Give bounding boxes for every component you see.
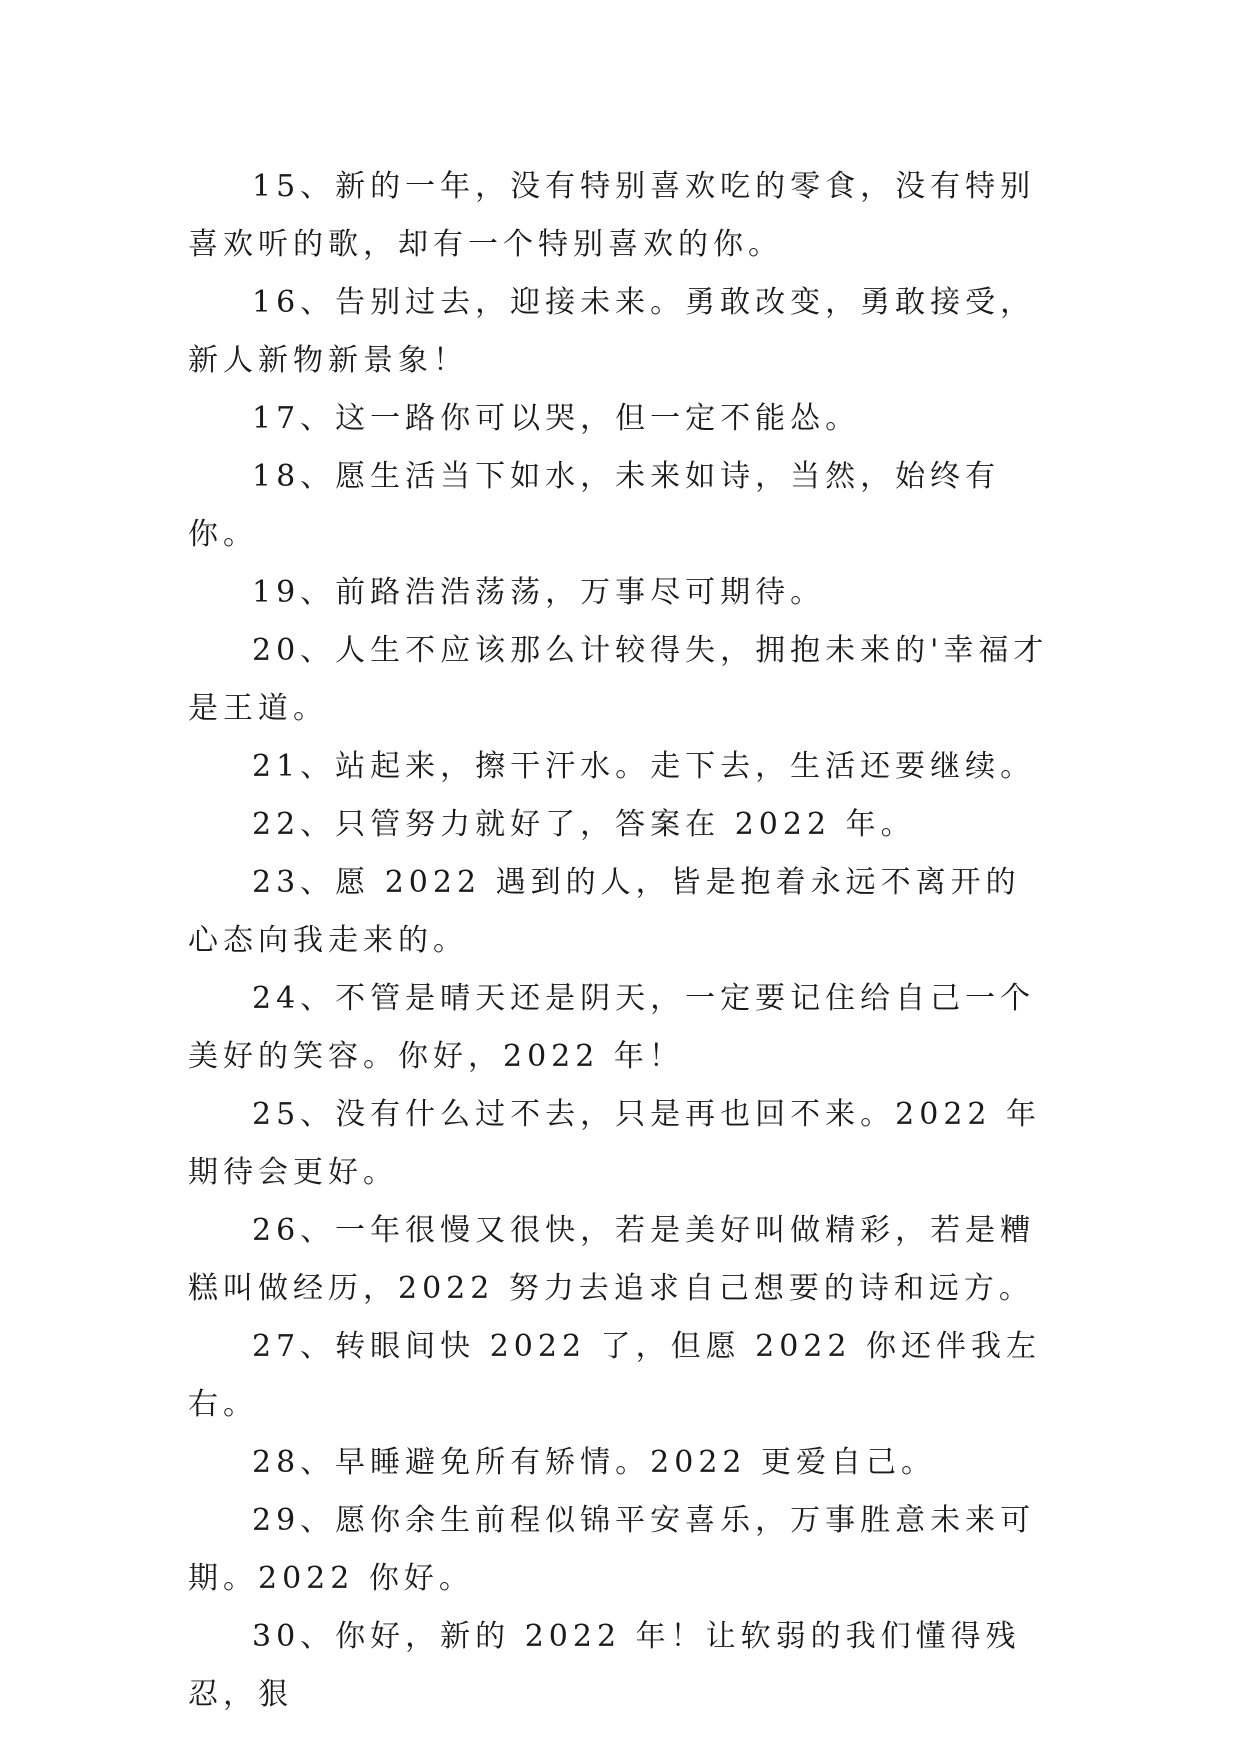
paragraph-23: 23、愿 2022 遇到的人，皆是抱着永远不离开的心态向我走来的。 [188,865,1021,958]
paragraph-27: 27、转眼间快 2022 了，但愿 2022 你还伴我左右。 [188,1329,1042,1422]
paragraph-29: 29、愿你余生前程似锦平安喜乐，万事胜意未来可期。2022 你好。 [188,1503,1036,1596]
document-body [188,158,1053,1724]
paragraph-22: 22、只管努力就好了，答案在 2022 年。 [252,807,916,842]
paragraph-17: 17、这一路你可以哭，但一定不能怂。 [252,401,861,436]
paragraph-28: 28、早睡避免所有矫情。2022 更爱自己。 [252,1445,937,1480]
paragraph-15: 15、新的一年，没有特别喜欢吃的零食，没有特别喜欢听的歌，却有一个特别喜欢的你。 [188,169,1036,262]
paragraph-18: 18、愿生活当下如水，未来如诗，当然，始终有你。 [188,459,1001,552]
paragraph-20: 20、人生不应该那么计较得失，拥抱未来的'幸福才是王道。 [188,633,1049,726]
paragraph-16: 16、告别过去，迎接未来。勇敢改变，勇敢接受，新人新物新景象！ [188,285,1036,378]
paragraph-24: 24、不管是晴天还是阴天，一定要记住给自己一个美好的笑容。你好，2022 年！ [188,981,1036,1074]
paragraph-26: 26、一年很慢又很快，若是美好叫做精彩，若是糟糕叫做经历，2022 努力去追求自己想要的诗和远方。 [188,1213,1036,1306]
paragraph-19: 19、前路浩浩荡荡，万事尽可期待。 [252,575,826,610]
paragraph-25: 25、没有什么过不去，只是再也回不来。2022 年期待会更好。 [188,1097,1042,1190]
paragraph-30: 30、你好，新的 2022 年！让软弱的我们懂得残忍，狠 [188,1619,1021,1712]
paragraph-21: 21、站起来，擦干汗水。走下去，生活还要继续。 [252,749,1036,784]
